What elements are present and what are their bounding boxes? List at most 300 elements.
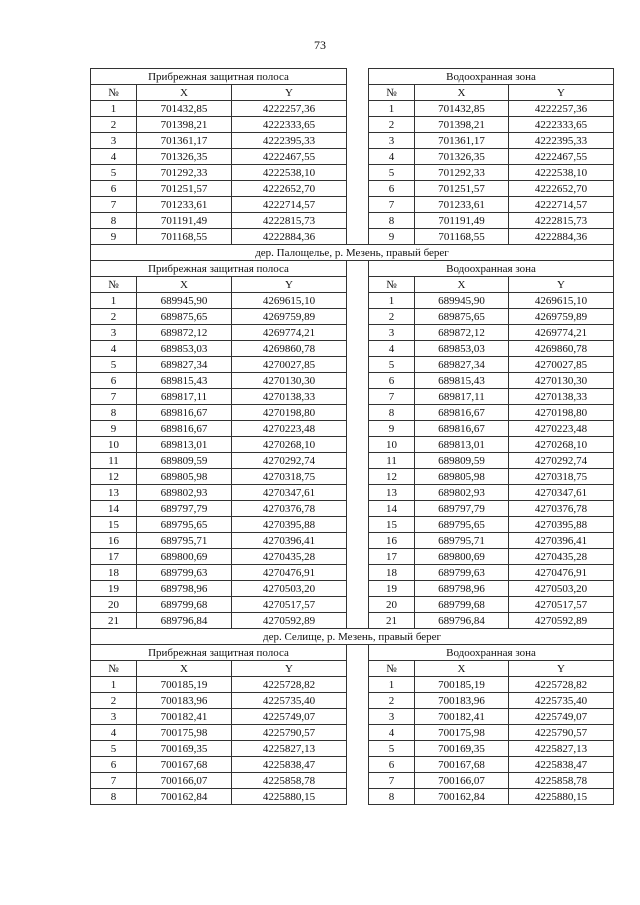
table-gap: [347, 69, 369, 85]
left-y-coordinate: 4225858,78: [232, 773, 347, 789]
left-y-coordinate: 4270198,80: [232, 405, 347, 421]
right-zone-title: Водоохранная зона: [369, 261, 614, 277]
left-y-coordinate: 4222467,55: [232, 149, 347, 165]
zone-title-row: [91, 69, 614, 85]
left-x-coordinate: 700169,35: [137, 741, 232, 757]
right-x-coordinate: 701326,35: [415, 149, 509, 165]
left-x-coordinate: 700162,84: [137, 789, 232, 805]
right-point-number: 20: [369, 597, 415, 613]
left-col-number-header: №: [91, 661, 137, 677]
table-gap: [347, 613, 369, 629]
left-point-number: 2: [91, 117, 137, 133]
left-col-number-header: №: [91, 85, 137, 101]
table-row: [91, 213, 614, 229]
table-row: [91, 197, 614, 213]
table-gap: [347, 517, 369, 533]
left-x-coordinate: 689797,79: [137, 501, 232, 517]
left-zone-title: Прибрежная защитная полоса: [91, 261, 347, 277]
right-point-number: 9: [369, 229, 415, 245]
left-y-coordinate: 4270395,88: [232, 517, 347, 533]
table-row: [91, 597, 614, 613]
coordinates-table: [90, 68, 614, 805]
right-x-coordinate: 689816,67: [415, 405, 509, 421]
right-y-coordinate: 4225827,13: [509, 741, 614, 757]
left-y-coordinate: 4225880,15: [232, 789, 347, 805]
right-x-coordinate: 701191,49: [415, 213, 509, 229]
table-gap: [347, 533, 369, 549]
table-gap: [347, 501, 369, 517]
left-y-coordinate: 4222714,57: [232, 197, 347, 213]
right-y-coordinate: 4270130,30: [509, 373, 614, 389]
coordinates-table-body: [91, 69, 614, 805]
table-row: [91, 165, 614, 181]
left-x-coordinate: 700183,96: [137, 693, 232, 709]
zone-title-row: [91, 645, 614, 661]
table-gap: [347, 389, 369, 405]
left-x-coordinate: 689805,98: [137, 469, 232, 485]
left-point-number: 13: [91, 485, 137, 501]
right-y-coordinate: 4270347,61: [509, 485, 614, 501]
right-x-coordinate: 689872,12: [415, 325, 509, 341]
table-gap: [347, 181, 369, 197]
right-x-coordinate: 689795,71: [415, 533, 509, 549]
left-x-coordinate: 689816,67: [137, 421, 232, 437]
table-row: [91, 341, 614, 357]
table-row: [91, 757, 614, 773]
table-row: [91, 181, 614, 197]
right-col-y-header: Y: [509, 85, 614, 101]
table-row: [91, 789, 614, 805]
table-row: [91, 693, 614, 709]
left-point-number: 5: [91, 357, 137, 373]
right-point-number: 5: [369, 357, 415, 373]
right-y-coordinate: 4270292,74: [509, 453, 614, 469]
left-y-coordinate: 4222652,70: [232, 181, 347, 197]
table-row: [91, 549, 614, 565]
right-point-number: 1: [369, 101, 415, 117]
right-point-number: 13: [369, 485, 415, 501]
left-x-coordinate: 701361,17: [137, 133, 232, 149]
table-gap: [347, 757, 369, 773]
right-x-coordinate: 689813,01: [415, 437, 509, 453]
right-point-number: 5: [369, 741, 415, 757]
left-y-coordinate: 4222395,33: [232, 133, 347, 149]
table-row: [91, 469, 614, 485]
left-y-coordinate: 4222884,36: [232, 229, 347, 245]
right-x-coordinate: 689817,11: [415, 389, 509, 405]
right-col-x-header: X: [415, 277, 509, 293]
right-y-coordinate: 4269774,21: [509, 325, 614, 341]
right-point-number: 6: [369, 373, 415, 389]
right-x-coordinate: 700162,84: [415, 789, 509, 805]
table-gap: [347, 581, 369, 597]
right-x-coordinate: 700169,35: [415, 741, 509, 757]
left-point-number: 6: [91, 373, 137, 389]
table-gap: [347, 485, 369, 501]
left-col-x-header: X: [137, 277, 232, 293]
left-y-coordinate: 4270503,20: [232, 581, 347, 597]
table-row: [91, 725, 614, 741]
left-x-coordinate: 689872,12: [137, 325, 232, 341]
left-x-coordinate: 689875,65: [137, 309, 232, 325]
table-row: [91, 773, 614, 789]
right-col-number-header: №: [369, 277, 415, 293]
right-point-number: 8: [369, 789, 415, 805]
right-x-coordinate: 689797,79: [415, 501, 509, 517]
right-y-coordinate: 4270223,48: [509, 421, 614, 437]
left-col-y-header: Y: [232, 661, 347, 677]
right-x-coordinate: 689809,59: [415, 453, 509, 469]
table-gap: [347, 85, 369, 101]
left-x-coordinate: 700182,41: [137, 709, 232, 725]
left-point-number: 8: [91, 213, 137, 229]
right-x-coordinate: 689816,67: [415, 421, 509, 437]
right-point-number: 8: [369, 213, 415, 229]
right-y-coordinate: 4222538,10: [509, 165, 614, 181]
table-gap: [347, 149, 369, 165]
table-row: [91, 517, 614, 533]
table-row: [91, 357, 614, 373]
table-row: [91, 325, 614, 341]
left-y-coordinate: 4270138,33: [232, 389, 347, 405]
right-x-coordinate: 689802,93: [415, 485, 509, 501]
right-x-coordinate: 701233,61: [415, 197, 509, 213]
right-zone-title: Водоохранная зона: [369, 69, 614, 85]
right-y-coordinate: 4270517,57: [509, 597, 614, 613]
left-point-number: 19: [91, 581, 137, 597]
left-y-coordinate: 4270376,78: [232, 501, 347, 517]
zone-title-row: [91, 261, 614, 277]
right-x-coordinate: 689798,96: [415, 581, 509, 597]
right-x-coordinate: 700167,68: [415, 757, 509, 773]
table-row: [91, 421, 614, 437]
right-y-coordinate: 4225858,78: [509, 773, 614, 789]
left-point-number: 7: [91, 389, 137, 405]
right-point-number: 3: [369, 133, 415, 149]
left-y-coordinate: 4225749,07: [232, 709, 347, 725]
left-x-coordinate: 701191,49: [137, 213, 232, 229]
left-point-number: 1: [91, 101, 137, 117]
table-gap: [347, 693, 369, 709]
right-point-number: 3: [369, 709, 415, 725]
table-gap: [347, 469, 369, 485]
table-row: [91, 309, 614, 325]
right-y-coordinate: 4225728,82: [509, 677, 614, 693]
table-row: [91, 437, 614, 453]
right-y-coordinate: 4269860,78: [509, 341, 614, 357]
right-point-number: 7: [369, 197, 415, 213]
left-point-number: 3: [91, 709, 137, 725]
right-y-coordinate: 4225749,07: [509, 709, 614, 725]
table-gap: [347, 789, 369, 805]
left-point-number: 9: [91, 229, 137, 245]
table-row: [91, 741, 614, 757]
right-y-coordinate: 4222395,33: [509, 133, 614, 149]
left-point-number: 16: [91, 533, 137, 549]
left-x-coordinate: 689945,90: [137, 293, 232, 309]
table-row: [91, 533, 614, 549]
left-point-number: 3: [91, 133, 137, 149]
table-gap: [347, 309, 369, 325]
left-point-number: 1: [91, 677, 137, 693]
right-x-coordinate: 701292,33: [415, 165, 509, 181]
right-y-coordinate: 4270476,91: [509, 565, 614, 581]
table-row: [91, 485, 614, 501]
left-y-coordinate: 4269615,10: [232, 293, 347, 309]
left-col-x-header: X: [137, 85, 232, 101]
left-x-coordinate: 701168,55: [137, 229, 232, 245]
right-y-coordinate: 4270435,28: [509, 549, 614, 565]
right-col-x-header: X: [415, 85, 509, 101]
left-y-coordinate: 4269774,21: [232, 325, 347, 341]
table-gap: [347, 597, 369, 613]
right-y-coordinate: 4269759,89: [509, 309, 614, 325]
left-point-number: 4: [91, 149, 137, 165]
left-x-coordinate: 701398,21: [137, 117, 232, 133]
right-y-coordinate: 4225838,47: [509, 757, 614, 773]
right-x-coordinate: 689815,43: [415, 373, 509, 389]
right-point-number: 14: [369, 501, 415, 517]
table-gap: [347, 117, 369, 133]
right-col-number-header: №: [369, 85, 415, 101]
table-row: [91, 293, 614, 309]
table-row: [91, 677, 614, 693]
left-x-coordinate: 689796,84: [137, 613, 232, 629]
table-gap: [347, 373, 369, 389]
left-x-coordinate: 701251,57: [137, 181, 232, 197]
left-x-coordinate: 689795,71: [137, 533, 232, 549]
table-gap: [347, 277, 369, 293]
table-gap: [347, 229, 369, 245]
right-x-coordinate: 701398,21: [415, 117, 509, 133]
right-point-number: 1: [369, 293, 415, 309]
table-row: [91, 373, 614, 389]
table-gap: [347, 213, 369, 229]
right-y-coordinate: 4270318,75: [509, 469, 614, 485]
right-y-coordinate: 4270027,85: [509, 357, 614, 373]
right-y-coordinate: 4222333,65: [509, 117, 614, 133]
left-x-coordinate: 689816,67: [137, 405, 232, 421]
left-point-number: 17: [91, 549, 137, 565]
right-point-number: 2: [369, 117, 415, 133]
left-y-coordinate: 4225827,13: [232, 741, 347, 757]
right-y-coordinate: 4225880,15: [509, 789, 614, 805]
right-x-coordinate: 701251,57: [415, 181, 509, 197]
left-y-coordinate: 4270027,85: [232, 357, 347, 373]
table-gap: [347, 421, 369, 437]
right-y-coordinate: 4270592,89: [509, 613, 614, 629]
page-number: 73: [314, 38, 326, 52]
left-x-coordinate: 689799,68: [137, 597, 232, 613]
right-x-coordinate: 689805,98: [415, 469, 509, 485]
right-point-number: 6: [369, 181, 415, 197]
left-point-number: 21: [91, 613, 137, 629]
right-x-coordinate: 700182,41: [415, 709, 509, 725]
table-row: [91, 117, 614, 133]
left-point-number: 7: [91, 773, 137, 789]
left-zone-title: Прибрежная защитная полоса: [91, 69, 347, 85]
left-x-coordinate: 700166,07: [137, 773, 232, 789]
table-row: [91, 133, 614, 149]
right-point-number: 12: [369, 469, 415, 485]
table-row: [91, 581, 614, 597]
left-x-coordinate: 689853,03: [137, 341, 232, 357]
left-point-number: 9: [91, 421, 137, 437]
left-y-coordinate: 4225728,82: [232, 677, 347, 693]
table-gap: [347, 341, 369, 357]
right-y-coordinate: 4222815,73: [509, 213, 614, 229]
right-point-number: 18: [369, 565, 415, 581]
left-y-coordinate: 4222815,73: [232, 213, 347, 229]
right-y-coordinate: 4270396,41: [509, 533, 614, 549]
table-gap: [347, 741, 369, 757]
column-header-row: [91, 661, 614, 677]
right-point-number: 10: [369, 437, 415, 453]
right-x-coordinate: 689875,65: [415, 309, 509, 325]
left-y-coordinate: 4270396,41: [232, 533, 347, 549]
left-x-coordinate: 689813,01: [137, 437, 232, 453]
left-point-number: 18: [91, 565, 137, 581]
right-point-number: 4: [369, 149, 415, 165]
table-row: [91, 501, 614, 517]
table-gap: [347, 405, 369, 421]
left-x-coordinate: 689809,59: [137, 453, 232, 469]
left-x-coordinate: 689802,93: [137, 485, 232, 501]
left-point-number: 8: [91, 405, 137, 421]
right-y-coordinate: 4225790,57: [509, 725, 614, 741]
table-row: [91, 709, 614, 725]
table-gap: [347, 197, 369, 213]
left-x-coordinate: 700185,19: [137, 677, 232, 693]
left-x-coordinate: 689800,69: [137, 549, 232, 565]
left-col-number-header: №: [91, 277, 137, 293]
right-point-number: 6: [369, 757, 415, 773]
left-col-x-header: X: [137, 661, 232, 677]
left-x-coordinate: 701326,35: [137, 149, 232, 165]
right-point-number: 4: [369, 725, 415, 741]
right-y-coordinate: 4222257,36: [509, 101, 614, 117]
table-gap: [347, 725, 369, 741]
right-y-coordinate: 4269615,10: [509, 293, 614, 309]
right-col-x-header: X: [415, 661, 509, 677]
right-x-coordinate: 701168,55: [415, 229, 509, 245]
table-row: [91, 405, 614, 421]
right-zone-title: Водоохранная зона: [369, 645, 614, 661]
table-gap: [347, 453, 369, 469]
right-point-number: 2: [369, 309, 415, 325]
left-y-coordinate: 4269860,78: [232, 341, 347, 357]
column-header-row: [91, 277, 614, 293]
right-col-y-header: Y: [509, 277, 614, 293]
table-row: [91, 565, 614, 581]
left-y-coordinate: 4270517,57: [232, 597, 347, 613]
left-point-number: 10: [91, 437, 137, 453]
right-y-coordinate: 4270198,80: [509, 405, 614, 421]
left-point-number: 7: [91, 197, 137, 213]
right-col-y-header: Y: [509, 661, 614, 677]
left-y-coordinate: 4270268,10: [232, 437, 347, 453]
right-point-number: 19: [369, 581, 415, 597]
left-y-coordinate: 4270435,28: [232, 549, 347, 565]
right-y-coordinate: 4270503,20: [509, 581, 614, 597]
table-gap: [347, 165, 369, 181]
right-point-number: 4: [369, 341, 415, 357]
left-x-coordinate: 689799,63: [137, 565, 232, 581]
right-point-number: 17: [369, 549, 415, 565]
table-gap: [347, 645, 369, 661]
right-x-coordinate: 689827,34: [415, 357, 509, 373]
right-y-coordinate: 4270395,88: [509, 517, 614, 533]
left-zone-title: Прибрежная защитная полоса: [91, 645, 347, 661]
left-point-number: 4: [91, 341, 137, 357]
left-x-coordinate: 701233,61: [137, 197, 232, 213]
table-gap: [347, 709, 369, 725]
left-point-number: 1: [91, 293, 137, 309]
right-x-coordinate: 700183,96: [415, 693, 509, 709]
left-y-coordinate: 4270318,75: [232, 469, 347, 485]
right-x-coordinate: 689799,63: [415, 565, 509, 581]
left-x-coordinate: 689815,43: [137, 373, 232, 389]
right-point-number: 3: [369, 325, 415, 341]
table-gap: [347, 773, 369, 789]
left-point-number: 6: [91, 181, 137, 197]
table-gap: [347, 549, 369, 565]
left-y-coordinate: 4222333,65: [232, 117, 347, 133]
right-point-number: 1: [369, 677, 415, 693]
right-col-number-header: №: [369, 661, 415, 677]
right-x-coordinate: 689945,90: [415, 293, 509, 309]
left-x-coordinate: 689827,34: [137, 357, 232, 373]
table-gap: [347, 293, 369, 309]
table-row: [91, 613, 614, 629]
table-row: [91, 101, 614, 117]
left-y-coordinate: 4270292,74: [232, 453, 347, 469]
right-x-coordinate: 689796,84: [415, 613, 509, 629]
left-x-coordinate: 689817,11: [137, 389, 232, 405]
left-y-coordinate: 4270476,91: [232, 565, 347, 581]
left-point-number: 4: [91, 725, 137, 741]
left-x-coordinate: 689795,65: [137, 517, 232, 533]
right-x-coordinate: 701432,85: [415, 101, 509, 117]
left-x-coordinate: 701292,33: [137, 165, 232, 181]
right-y-coordinate: 4222652,70: [509, 181, 614, 197]
left-point-number: 2: [91, 309, 137, 325]
left-point-number: 2: [91, 693, 137, 709]
right-x-coordinate: 689795,65: [415, 517, 509, 533]
left-x-coordinate: 689798,96: [137, 581, 232, 597]
left-point-number: 11: [91, 453, 137, 469]
table-gap: [347, 261, 369, 277]
section-heading: дер. Селище, р. Мезень, правый берег: [91, 629, 614, 645]
right-point-number: 7: [369, 389, 415, 405]
right-y-coordinate: 4222884,36: [509, 229, 614, 245]
left-y-coordinate: 4269759,89: [232, 309, 347, 325]
left-x-coordinate: 700175,98: [137, 725, 232, 741]
left-y-coordinate: 4222538,10: [232, 165, 347, 181]
left-point-number: 6: [91, 757, 137, 773]
right-point-number: 16: [369, 533, 415, 549]
right-x-coordinate: 689853,03: [415, 341, 509, 357]
column-header-row: [91, 85, 614, 101]
left-y-coordinate: 4270347,61: [232, 485, 347, 501]
table-gap: [347, 661, 369, 677]
table-gap: [347, 101, 369, 117]
section-heading: дер. Палощелье, р. Мезень, правый берег: [91, 245, 614, 261]
table-gap: [347, 677, 369, 693]
left-x-coordinate: 700167,68: [137, 757, 232, 773]
table-gap: [347, 437, 369, 453]
right-x-coordinate: 700185,19: [415, 677, 509, 693]
